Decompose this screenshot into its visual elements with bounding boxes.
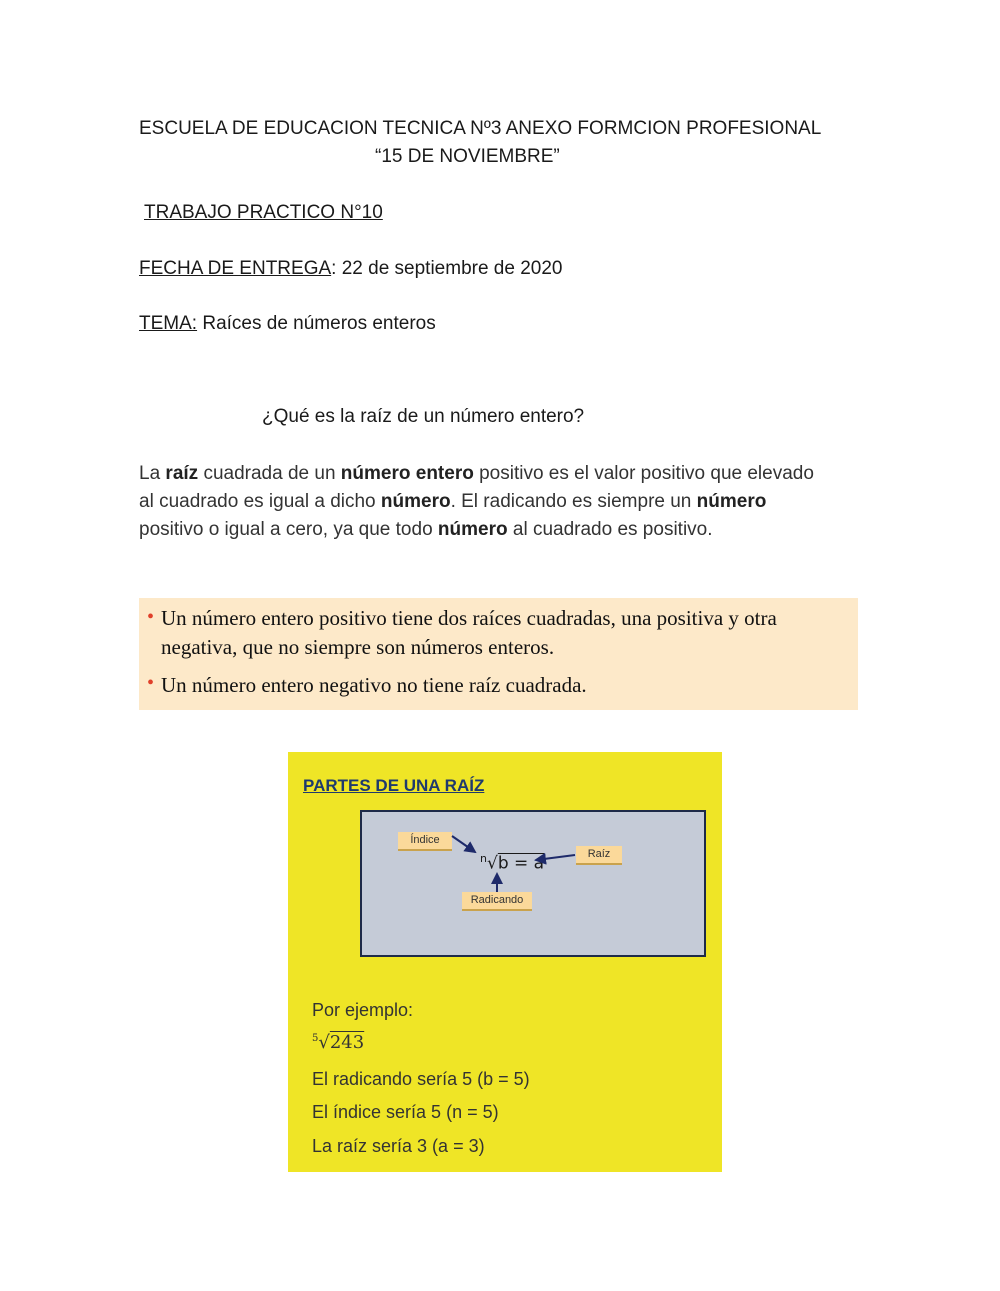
school-title: ESCUELA DE EDUCACION TECNICA Nº3 ANEXO FORMCION PROFESIONAL: [139, 118, 822, 139]
practice-title: TRABAJO PRACTICO N°10: [144, 202, 383, 223]
index-arrow: [452, 836, 475, 852]
figure-title: PARTES DE UNA RAÍZ: [303, 776, 485, 795]
formula-body: b = a: [497, 853, 545, 874]
example-label: Por ejemplo:: [312, 1000, 414, 1020]
bullet-dot-icon: •: [147, 606, 155, 628]
example-line-index: El índice sería 5 (n = 5): [312, 1102, 499, 1122]
topic-label: TEMA:: [139, 313, 198, 334]
example-index: 5: [312, 1033, 319, 1044]
example-radical: √: [318, 1032, 330, 1053]
due-date-label: FECHA DE ENTREGA: [139, 258, 332, 279]
example-radicand: 243: [329, 1032, 365, 1053]
root-tag: Raíz: [576, 846, 622, 865]
example-line-root: La raíz sería 3 (a = 3): [312, 1136, 485, 1156]
index-tag: Índice: [398, 832, 452, 851]
topic-value: Raíces de números enteros: [197, 313, 436, 334]
due-date-line: [139, 258, 563, 280]
formula-radical: √: [486, 853, 498, 874]
diagram-arrows: [362, 812, 704, 955]
rules-callout: [139, 598, 858, 710]
rule-positive: Un número entero positivo tiene dos raíces cuadradas, una positiva y otra negativa, que no siempre son números enteros.: [161, 606, 777, 659]
root-diagram: [360, 810, 706, 957]
due-date-value: : 22 de septiembre de 2020: [331, 258, 563, 279]
formula-index: n: [480, 852, 487, 865]
question-heading: ¿Qué es la raíz de un número entero?: [262, 406, 585, 427]
radicand-tag: Radicando: [462, 892, 532, 911]
root-arrow: [536, 855, 575, 860]
example-line-radicand: El radicando sería 5 (b = 5): [312, 1069, 530, 1089]
school-name: “15 DE NOVIEMBRE”: [375, 146, 560, 167]
topic-line: [139, 313, 436, 335]
root-parts-figure: [288, 752, 722, 1172]
example-root: [312, 1032, 364, 1053]
bullet-dot-icon: •: [147, 672, 155, 694]
rule-negative: Un número entero negativo no tiene raíz cuadrada.: [161, 673, 587, 697]
definition-paragraph: La raíz cuadrada de un número entero positivo es el valor positivo que elevado al cuadrado es igual a dicho número. El radicando es siempre un número positivo o igual a cero, ya que todo número al cuadrado es positivo.: [139, 463, 814, 540]
